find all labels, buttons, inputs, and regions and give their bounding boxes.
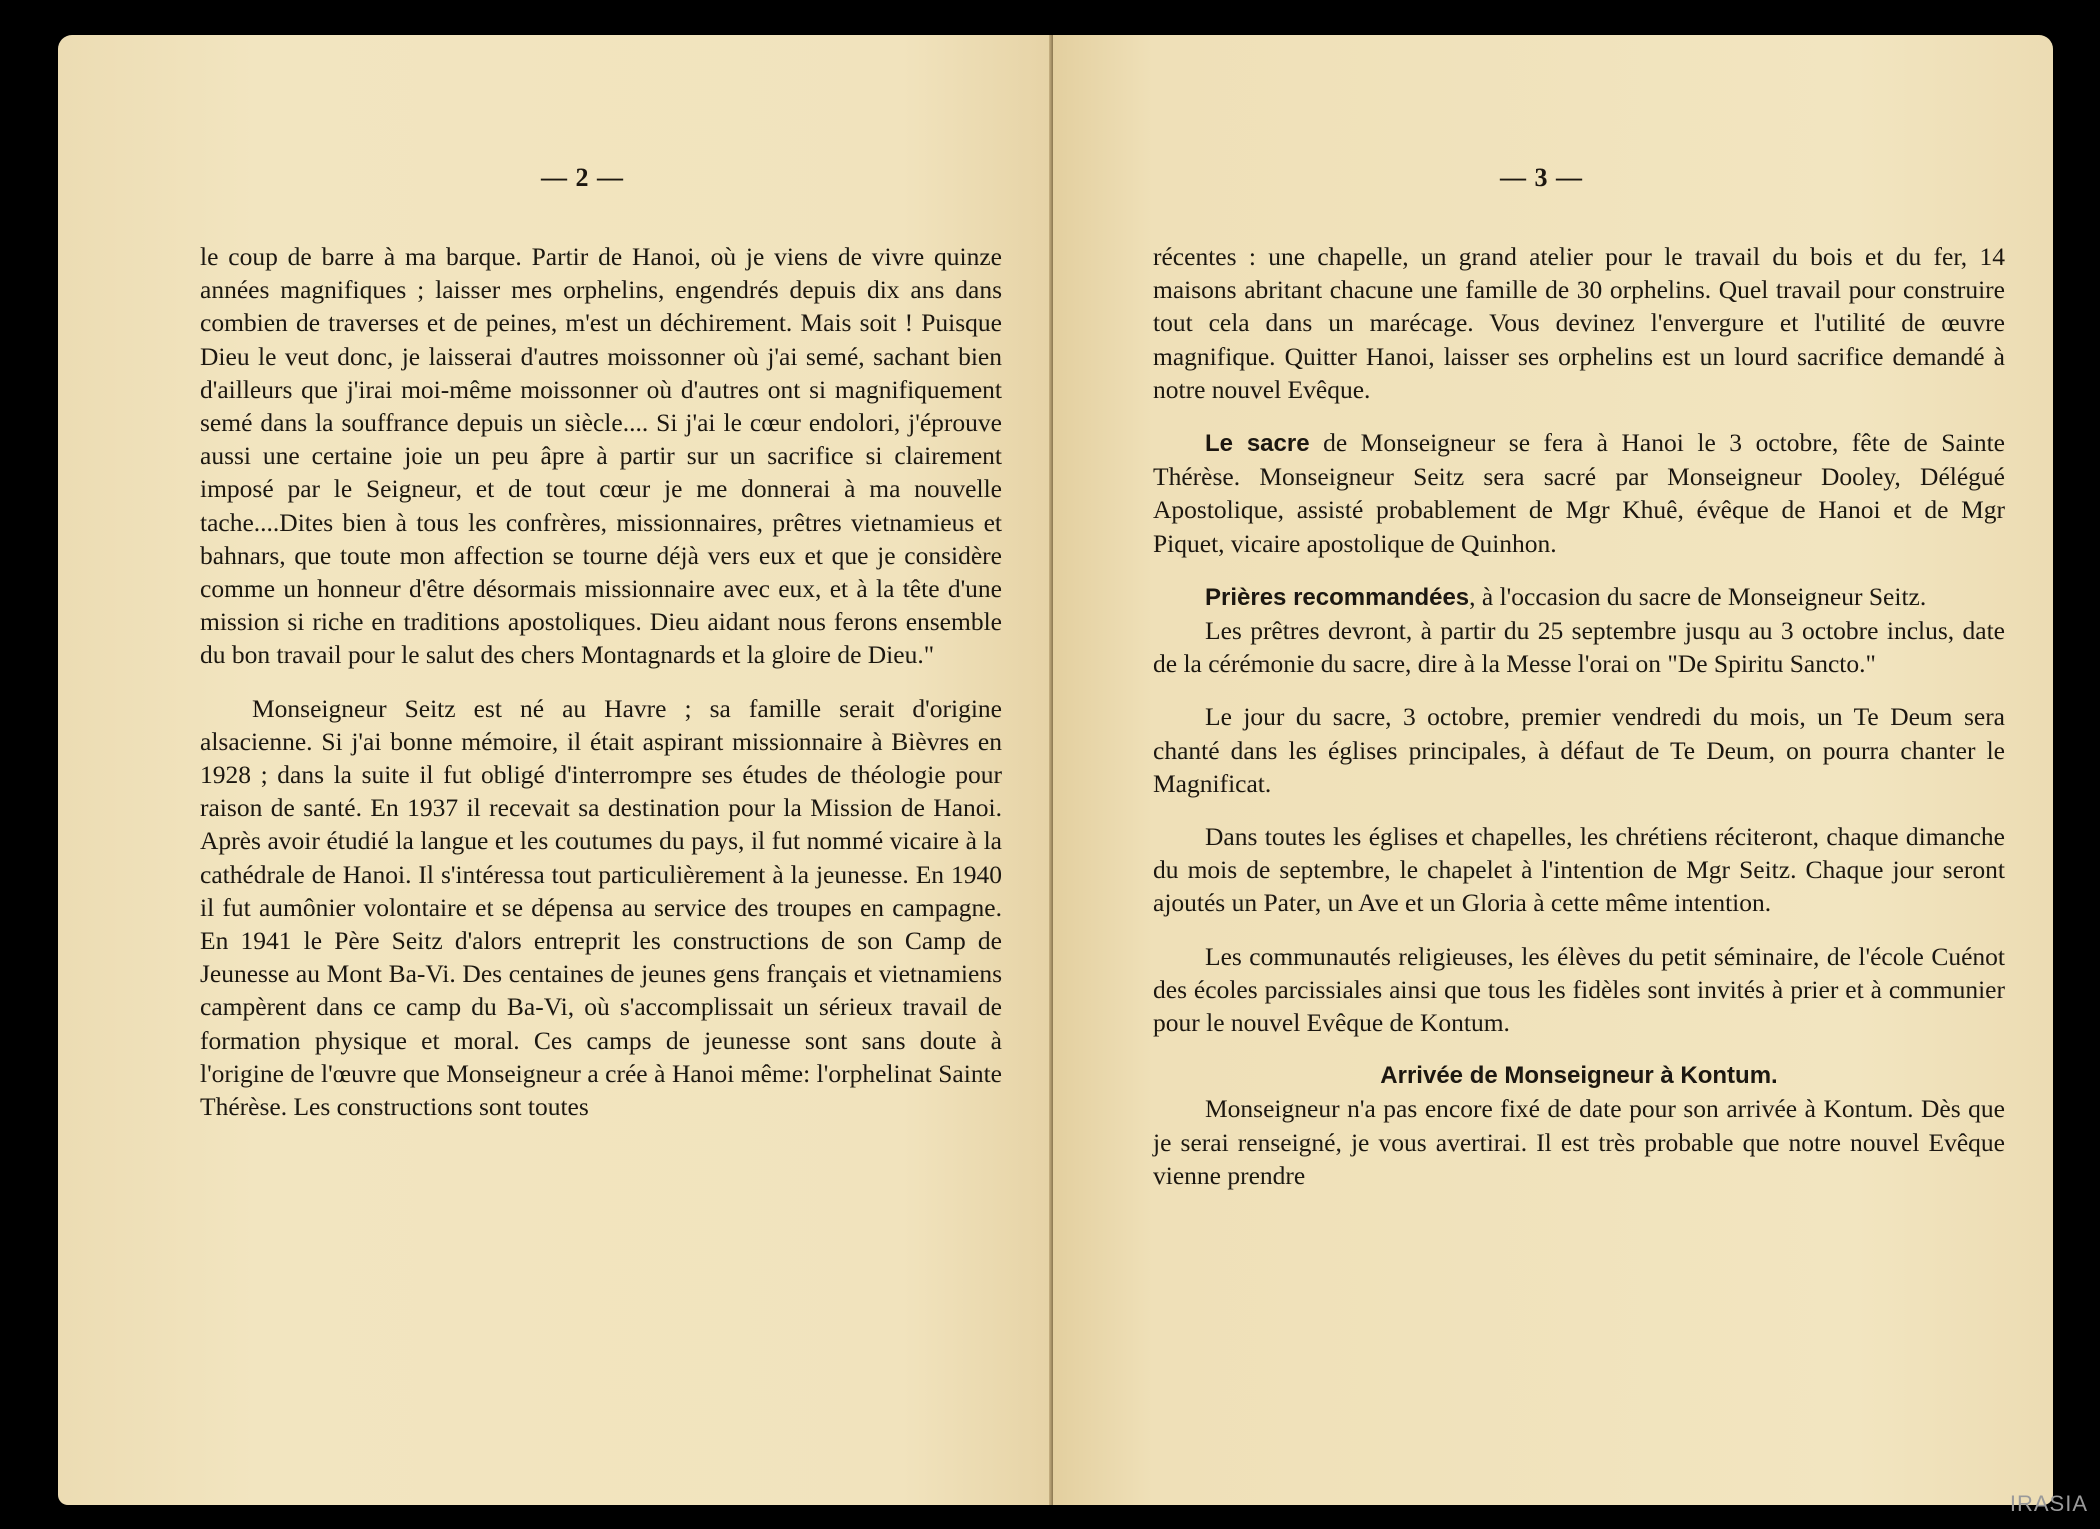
- paragraph: Les communautés religieuses, les élèves du petit séminaire, de l'école Cuénot des écoles parcissiales ainsi que tous les fidèles sont invités à prier et à communier pour le nouvel Evêque de Kontum.: [1153, 941, 2005, 1038]
- paragraph: Le sacre de Monseigneur se fera à Hanoi le 3 octobre, fête de Sainte Thérèse. Monseigneur Seitz sera sacré par Monseigneur Dooley, Délégué Apostolique, assisté probablement de Mgr Khuê, évêque de Hanoi et de Mgr Piquet, vicaire apostolique de Quinhon.: [1153, 428, 2005, 558]
- bold-lead: Prières recommandées: [1205, 583, 1470, 611]
- paragraph: Monseigneur Seitz est né au Havre ; sa famille serait d'origine alsacienne. Si j'ai bonne mémoire, il était aspirant missionnaire à Bièvres en 1928 ; dans la suite il fut obligé d'interrompre ses études de théologie pour raison de santé. En 1937 il recevait sa destination pour la Mission de Hanoi. Après avoir étudié la langue et les coutumes du pays, il fut nommé vicaire à la cathédrale de Hanoi. Il s'intéressa tout particulièrement à la jeunesse. En 1940 il fut aumônier volontaire et se dépensa au service des troupes en campagne. En 1941 le Père Seitz d'alors entreprit les constructions de son Camp de Jeunesse au Mont Ba-Vi. Des centaines de jeunes gens français et vietnamiens campèrent dans ce camp du Ba-Vi, où s'accomplissait un sérieux travail de formation physique et moral. Ces camps de jeunesse sont sans doute à l'origine de l'œuvre que Monseigneur a crée à Hanoi même: l'orphelinat Sainte Thérèse. Les constructions sont toutes: [200, 693, 1002, 1122]
- page-number: — 3 —: [1500, 163, 1583, 192]
- watermark: IRASIA: [2009, 1491, 2088, 1516]
- bold-lead: Le sacre: [1205, 430, 1310, 458]
- paragraph: récentes : une chapelle, un grand atelier pour le travail du bois et du fer, 14 maisons abritant chacune une famille de 30 orphelins. Quel travail pour construire tout cela dans un marécage. Vous devinez l'envergure et l'utilité de œuvre magnifique. Quitter Hanoi, laisser ses orphelins est un lourd sacrifice demandé à notre nouvel Evêque.: [1153, 242, 2005, 404]
- right-page: [1053, 35, 2053, 1505]
- paragraph: Dans toutes les églises et chapelles, les chrétiens réciteront, chaque dimanche du mois de septembre, le chapelet à l'intention de Mgr Seitz. Chaque jour seront ajoutés un Pater, un Ave et un Gloria à cette même intention.: [1153, 822, 2005, 918]
- paragraph: Le jour du sacre, 3 octobre, premier vendredi du mois, un Te Deum sera chanté dans les églises principales, à défaut de Te Deum, on pourra chanter le Magnificat.: [1153, 702, 2005, 798]
- section-heading: Arrivée de Monseigneur à Kontum.: [1380, 1062, 1778, 1090]
- paragraph: Prières recommandées, à l'occasion du sacre de Monseigneur Seitz.: [1205, 581, 1927, 611]
- left-page: [58, 35, 1053, 1505]
- text-column: [200, 240, 1002, 1123]
- paragraph: le coup de barre à ma barque. Partir de Hanoi, où je viens de vivre quinze années magnifiques ; laisser mes orphelins, engendrés depuis dix ans dans combien de traverses et de peines, m'est un déchirement. Mais soit ! Puisque Dieu le veut donc, je laisserai d'autres moissonner où j'ai semé, sachant bien d'ailleurs que j'irai moi-même moissonner où d'autres ont si magnifiquement semé dans la souffrance depuis un siècle.... Si j'ai le cœur endolori, j'éprouve aussi une certaine joie un peu âpre à partir sur un sacrifice si clairement imposé par le Seigneur, et de tout cœur je me donnerai à ma nouvelle tache....Dites bien à tous les confrères, missionnaires, prêtres vietnamieus et bahnars, que toute mon affection se tourne déjà vers eux et que je considère comme un honneur d'être désormais missionnaire avec eux, et à la tête d'une mission si riche en traditions apostoliques. Dieu aidant nous ferons ensemble du bon travail pour le salut des chers Montagnards et la gloire de Dieu.": [200, 242, 1002, 670]
- text-column: [1153, 240, 2005, 1192]
- paragraph: Monseigneur n'a pas encore fixé de date pour son arrivée à Kontum. Dès que je serai renseigné, je vous avertirai. Il est très probable que notre nouvel Evêque vienne prendre: [1153, 1094, 2005, 1190]
- paragraph: Les prêtres devront, à partir du 25 septembre jusqu au 3 octobre inclus, date de la cérémonie du sacre, dire à la Messe l'orai on "De Spiritu Sancto.": [1153, 616, 2005, 679]
- page-number: — 2 —: [541, 163, 624, 192]
